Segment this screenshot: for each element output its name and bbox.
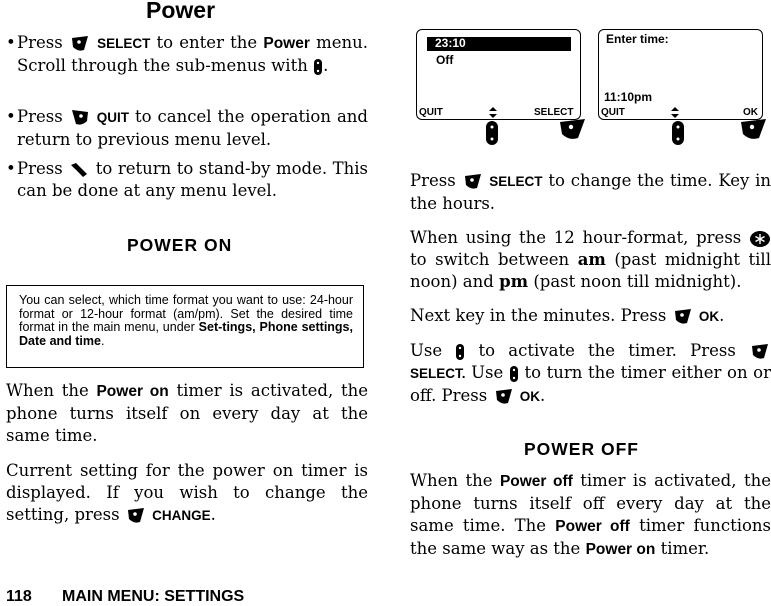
power-on-heading: POWER ON <box>127 235 233 255</box>
star-key-icon <box>749 230 771 248</box>
power-off-heading: POWER OFF <box>524 439 639 459</box>
softkey-left-icon <box>69 109 91 127</box>
enter-time-label: Enter time: <box>606 32 669 46</box>
time-value: 11:10pm <box>604 90 653 104</box>
softkey-right-icon <box>493 388 515 406</box>
soft-label-quit: QUIT <box>601 107 625 118</box>
soft-label-ok: OK <box>743 107 758 118</box>
softkey-right-icon <box>738 118 768 142</box>
scroll-key-icon <box>509 365 519 383</box>
scroll-arrows-icon <box>489 107 497 118</box>
soft-label-quit: QUIT <box>419 107 443 118</box>
scroll-key-icon <box>485 120 499 146</box>
change-time-paragraph: Press SELECT to change the time. Key in the hours. <box>410 171 771 213</box>
time-format-note: You can select, which time format you want to use: 24-hour format or 12-hour format (am/pm). Set the desired time format in the main menu, under Set-tings, Phone settings, Date and time. <box>6 285 364 368</box>
minutes-paragraph: Next key in the minutes. Press OK. <box>410 306 725 325</box>
phone-screen-enter-time <box>598 29 763 120</box>
softkey-right-icon <box>557 118 587 142</box>
bullet-standby: • Press to return to stand-by mode. This can be done at any menu level. <box>6 159 369 200</box>
page-number: 118 <box>6 588 32 605</box>
selected-time: 23:10 <box>435 36 466 50</box>
softkey-right-icon <box>125 507 147 525</box>
page-title: Power <box>146 0 216 23</box>
scroll-key-icon <box>671 120 685 146</box>
scroll-key-icon <box>313 58 323 76</box>
softkey-right-icon <box>672 308 694 326</box>
bullet-quit: • Press QUIT to cancel the operation and return to previous menu level. <box>6 107 368 149</box>
power-on-paragraph: When the Power on timer is activated, the phone turns itself on every day at the same time. <box>6 381 368 445</box>
section-title: MAIN MENU: SETTINGS <box>62 588 245 605</box>
softkey-right-icon <box>749 343 771 361</box>
phone-screen-timer <box>416 29 581 120</box>
softkey-right-icon <box>69 35 91 53</box>
power-off-paragraph: When the Power off timer is activated, the phone turns itself off every day at the same time. The Power off timer functions the same way as the Power on timer. <box>410 471 771 558</box>
activate-timer-paragraph: Use to activate the timer. Press SELECT. Use to turn the timer either on or off. Press OK. <box>410 341 771 405</box>
current-setting-paragraph: Current setting for the power on timer is displayed. If you wish to change the setting, press CHANGE. <box>6 461 368 524</box>
bullet-select: • Press SELECT to enter the Power menu. Scroll through the sub-menus with . <box>6 33 368 75</box>
soft-label-select: SELECT <box>534 107 574 118</box>
softkey-right-icon <box>462 173 484 191</box>
scroll-arrows-icon <box>671 107 679 118</box>
end-call-key-icon <box>68 161 90 179</box>
scroll-key-icon <box>455 343 465 361</box>
menu-item-off: Off <box>436 53 454 67</box>
twelve-hour-paragraph: When using the 12 hour-format, press to switch between am (past midnight till noon) and pm (past noon till midnight). <box>410 228 771 291</box>
